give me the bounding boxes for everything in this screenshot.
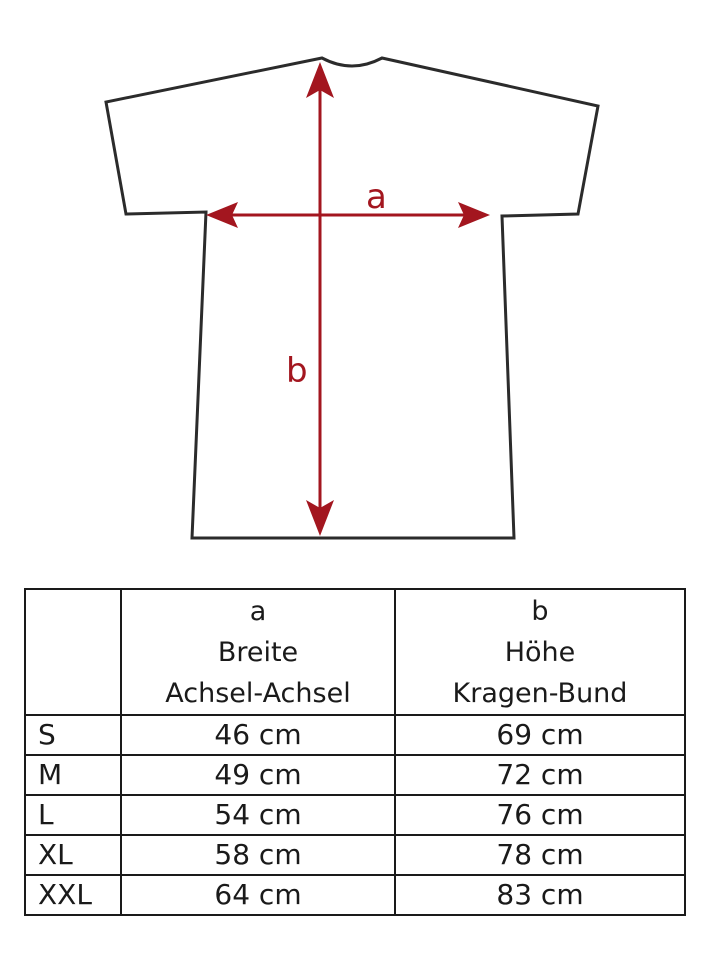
height-value: 83 cm	[395, 875, 685, 915]
table-row	[25, 835, 685, 875]
header-width-desc: Achsel-Achsel	[165, 677, 351, 709]
height-value: 72 cm	[395, 755, 685, 795]
width-value: 64 cm	[121, 875, 395, 915]
table-row	[25, 795, 685, 835]
table-row	[25, 715, 685, 755]
tshirt-outline	[106, 58, 598, 538]
header-size-cell	[25, 589, 121, 715]
dimension-b-label: b	[286, 351, 308, 391]
width-value: 54 cm	[121, 795, 395, 835]
size-label: XXL	[25, 875, 121, 915]
dimension-b-arrow	[306, 62, 334, 536]
height-value: 76 cm	[395, 795, 685, 835]
header-height-desc: Kragen-Bund	[452, 677, 628, 709]
table-row	[25, 755, 685, 795]
width-value: 49 cm	[121, 755, 395, 795]
height-value: 69 cm	[395, 715, 685, 755]
size-chart	[24, 588, 684, 916]
size-table	[24, 588, 686, 916]
width-value: 46 cm	[121, 715, 395, 755]
table-header-row	[25, 589, 685, 715]
header-width-cell	[121, 589, 395, 715]
header-height-letter: b	[531, 595, 549, 627]
size-label: M	[25, 755, 121, 795]
size-label: XL	[25, 835, 121, 875]
header-height-title: Höhe	[504, 636, 576, 668]
dimension-a-arrow	[206, 202, 490, 228]
size-label: L	[25, 795, 121, 835]
width-value: 58 cm	[121, 835, 395, 875]
header-width-letter: a	[249, 595, 267, 627]
dimension-a-label: a	[366, 177, 387, 217]
header-height-cell	[395, 589, 685, 715]
header-width-title: Breite	[217, 636, 299, 668]
size-label: S	[25, 715, 121, 755]
height-value: 78 cm	[395, 835, 685, 875]
table-row	[25, 875, 685, 915]
